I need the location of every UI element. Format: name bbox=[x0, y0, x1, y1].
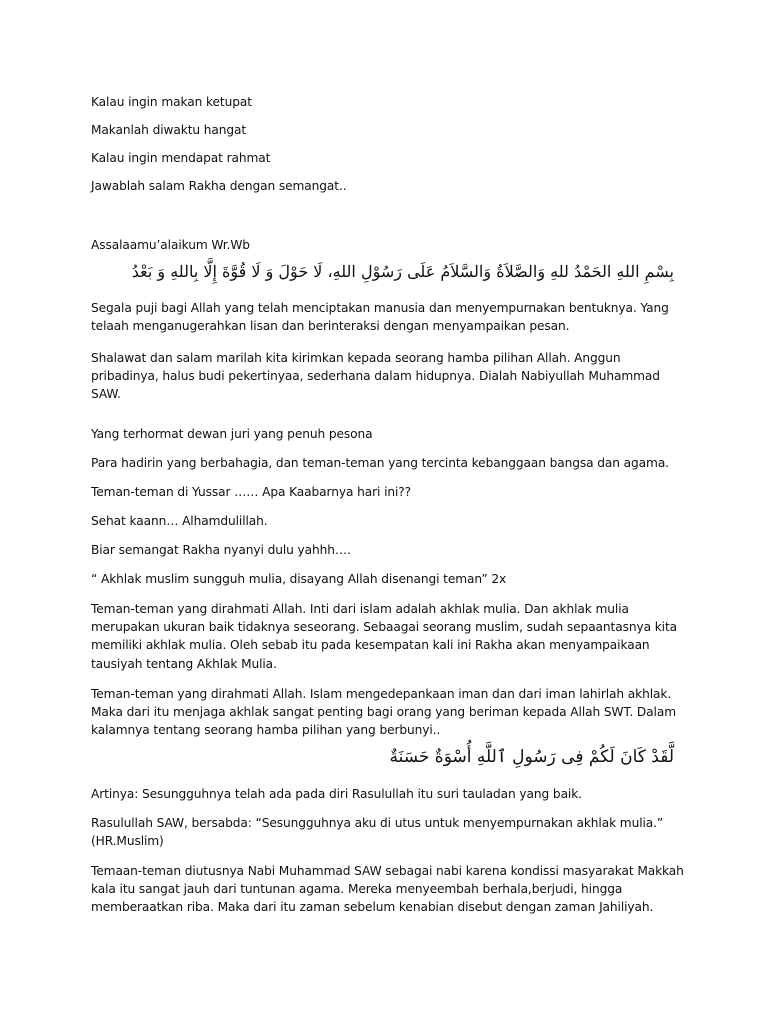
line-sehat: Sehat kaann… Alhamdulillah. bbox=[91, 514, 268, 528]
line-lagu: “ Akhlak muslim sungguh mulia, disayang Allah disenangi teman” 2x bbox=[91, 572, 507, 586]
line-hadirin: Para hadirin yang berbahagia, dan teman-teman yang tercinta kebanggaan bangsa dan agama. bbox=[91, 456, 669, 470]
paragraph-hadis: Rasulullah SAW, bersabda: “Sesungguhnya aku di utus untuk menyempurnakan akhlak mulia.” (HR.Muslim) bbox=[91, 816, 664, 849]
paragraph-jahiliyah: Temaan-teman diutusnya Nabi Muhammad SAW sebagai nabi karena kondissi masyarakat Makkah kala itu sangat jauh dari tuntunan agama. Mereka menyeembah berhala,berjudi, hingga memberaatkan riba. Maka dari itu zaman sebelum kenabian disebut dengan zaman Jahiliyah. bbox=[91, 864, 684, 915]
pantun-line-1: Kalau ingin makan ketupat bbox=[91, 95, 252, 109]
arabic-ayat: لَّقَدْ كَانَ لَكُمْ فِى رَسُولِ ٱللَّهِ أُسْوَةٌ حَسَنَةٌ bbox=[389, 747, 674, 767]
line-artinya: Artinya: Sesungguhnya telah ada pada diri Rasulullah itu suri tauladan yang baik. bbox=[91, 787, 582, 801]
line-dewan-juri: Yang terhormat dewan juri yang penuh pesona bbox=[91, 427, 373, 441]
paragraph-shalawat: Shalawat dan salam marilah kita kirimkan kepada seorang hamba pilihan Allah. Anggun pribadinya, halus budi pekertinyaa, sederhana dalam hidupnya. Dialah Nabiyullah Muhammad SAW. bbox=[91, 351, 660, 402]
pantun-line-2: Makanlah diwaktu hangat bbox=[91, 123, 247, 137]
paragraph-iman: Teman-teman yang dirahmati Allah. Islam mengedepankaan iman dan dari iman lahirlah akhlak. Maka dari itu menjaga akhlak sangat penting bagi orang yang beriman kepada Allah SWT. Dalam kalamnya tentang seorang hamba pilihan yang berbunyi.. bbox=[91, 687, 676, 738]
arabic-opening: بِسْمِ اللهِ الحَمْدُ للهِ وَالصَّلاَةُ وَالسَّلاَمُ عَلَى رَسُوْلِ اللهِ، لَا حَوْلَ وَ لَا قُوَّةَ إِلَّا بِاللهِ وَ بَعْدُ bbox=[131, 262, 674, 281]
paragraph-puji: Segala puji bagi Allah yang telah menciptakan manusia dan menyempurnakan bentuknya. Yang telaah menganugerahkan lisan dan berinteraksi dengan menyampaikan pesan. bbox=[91, 301, 669, 334]
line-yussar: Teman-teman di Yussar …… Apa Kaabarnya hari ini?? bbox=[91, 485, 412, 499]
salam-greeting: Assalaamu’alaikum Wr.Wb bbox=[91, 238, 250, 252]
pantun-line-3: Kalau ingin mendapat rahmat bbox=[91, 151, 271, 165]
line-nyanyi: Biar semangat Rakha nyanyi dulu yahhh…. bbox=[91, 543, 351, 557]
paragraph-inti-islam: Teman-teman yang dirahmati Allah. Inti dari islam adalah akhlak mulia. Dan akhlak mulia merupakan ukuran baik tidaknya seseorang. Sebaagai seorang muslim, sudah sepaantasnya kita memiliki akhlak mulia. Oleh sebab itu pada kesempatan kali ini Rakha akan menyampaikaan tausiyah tentang Akhlak Mulia. bbox=[91, 602, 678, 671]
pantun-line-4: Jawablah salam Rakha dengan semangat.. bbox=[91, 179, 347, 193]
